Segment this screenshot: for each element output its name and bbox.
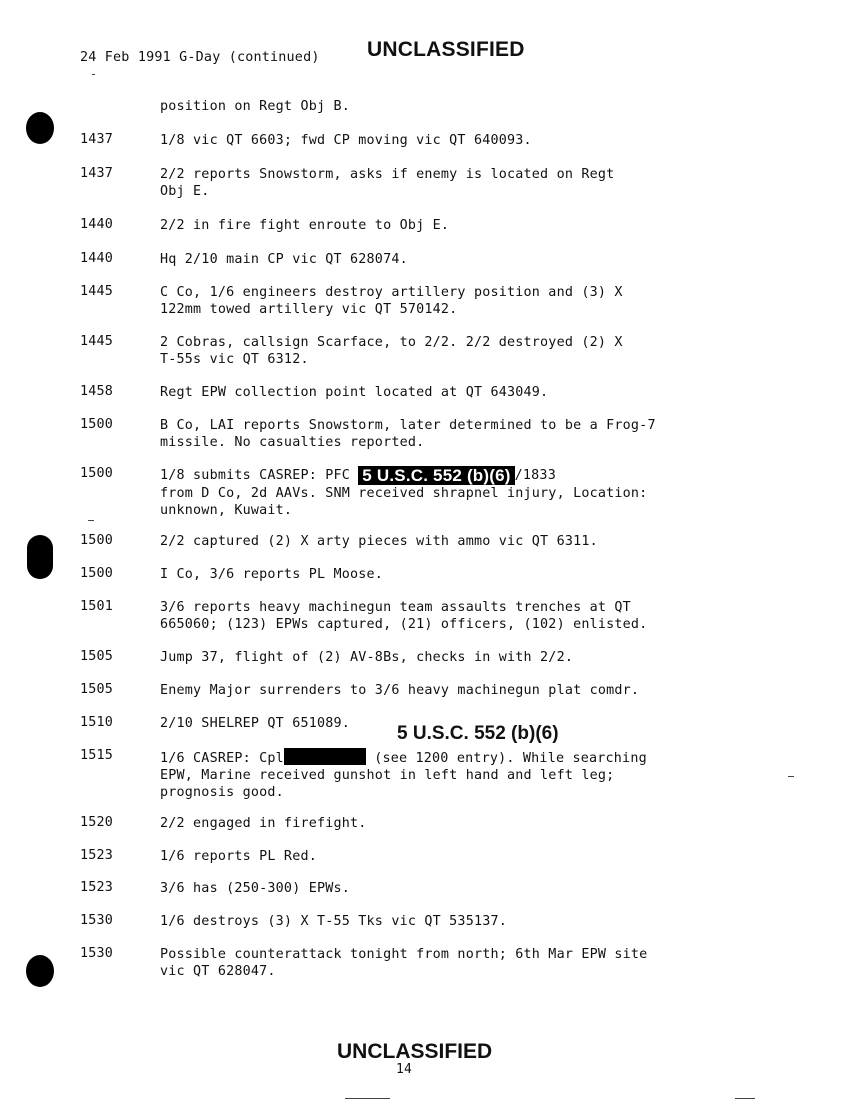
entry-text: Hq 2/10 main CP vic QT 628074. [160, 252, 408, 267]
entry-text: 3/6 has (250-300) EPWs. [160, 881, 351, 896]
entry-text: 1/6 destroys (3) X T-55 Tks vic QT 535137. [160, 914, 507, 929]
entry-text-after: /1833 from D Co, 2d AAVs. SNM received shrapnel injury, Location: unknown, Kuwait. [160, 468, 648, 518]
entry-text: Regt EPW collection point located at QT 643049. [160, 385, 549, 400]
redaction-block: 5 U.S.C. 552 (b)(6) [358, 466, 514, 485]
entry-text-before: 1/6 CASREP: Cpl [160, 751, 284, 766]
entry-text-before: 1/8 submits CASREP: PFC [160, 468, 359, 483]
entry-time: 1437 [80, 132, 114, 147]
scan-speck [788, 776, 794, 777]
scan-speck [345, 1098, 390, 1099]
entry-text: 2/2 in fire fight enroute to Obj E. [160, 218, 450, 233]
entry-text: 1/6 reports PL Red. [160, 849, 317, 864]
entry-time: 1510 [80, 715, 114, 730]
classification-marking-bottom: UNCLASSIFIED [337, 1040, 493, 1063]
entry-time: 1500 [80, 566, 114, 581]
entry-text: 2/2 captured (2) X arty pieces with ammo vic QT 6311. [160, 534, 598, 549]
entry-time: 1523 [80, 848, 114, 863]
entry-text: Possible counterattack tonight from north; 6th Mar EPW site vic QT 628047. [160, 947, 648, 979]
entry-text: 2 Cobras, callsign Scarface, to 2/2. 2/2 destroyed (2) X T-55s vic QT 6312. [160, 335, 623, 367]
entry-time: 1440 [80, 251, 114, 266]
redaction-bar [284, 748, 366, 765]
entry-text: 2/10 SHELREP QT 651089. [160, 716, 351, 731]
scan-speck [92, 74, 95, 75]
entry-text: 2/2 reports Snowstorm, asks if enemy is located on Regt Obj E. [160, 167, 615, 199]
scan-speck [88, 520, 94, 521]
entry-time: 1440 [80, 217, 114, 232]
entry-text [160, 466, 780, 519]
entry-text: I Co, 3/6 reports PL Moose. [160, 567, 384, 582]
entry-time: 1500 [80, 533, 114, 548]
entry-text [160, 748, 780, 801]
entry-text: B Co, LAI reports Snowstorm, later determined to be a Frog-7 missile. No casualties reported. [160, 418, 656, 450]
entry-text: Enemy Major surrenders to 3/6 heavy machinegun plat comdr. [160, 683, 640, 698]
entry-time: 1530 [80, 913, 114, 928]
entry-text: 3/6 reports heavy machinegun team assaults trenches at QT 665060; (123) EPWs captured, (21) officers, (102) enlisted. [160, 600, 648, 632]
entry-time: 1523 [80, 880, 114, 895]
entry-text: 1/8 vic QT 6603; fwd CP moving vic QT 640093. [160, 133, 532, 148]
punch-hole-mark [26, 112, 54, 144]
entry-time: 1445 [80, 284, 114, 299]
entry-text: C Co, 1/6 engineers destroy artillery position and (3) X 122mm towed artillery vic QT 570142. [160, 285, 623, 317]
entry-text-after: (see 1200 entry). While searching EPW, Marine received gunshot in left hand and left leg; prognosis good. [160, 751, 647, 800]
entry-time: 1501 [80, 599, 114, 614]
punch-hole-mark [26, 955, 54, 987]
scan-speck [735, 1098, 755, 1099]
entry-time: 1505 [80, 649, 114, 664]
entry-time: 1458 [80, 384, 114, 399]
entry-time: 1515 [80, 748, 114, 763]
entry-time: 1445 [80, 334, 114, 349]
entry-time: 1505 [80, 682, 114, 697]
entry-time: 1500 [80, 466, 114, 481]
running-head: 24 Feb 1991 G-Day (continued) [80, 50, 320, 65]
punch-hole-mark [27, 535, 53, 579]
page-number: 14 [396, 1062, 413, 1077]
continuation-text: position on Regt Obj B. [160, 99, 351, 114]
entry-text: Jump 37, flight of (2) AV-8Bs, checks in with 2/2. [160, 650, 574, 665]
entry-time: 1520 [80, 815, 114, 830]
redaction-exemption-label: 5 U.S.C. 552 (b)(6) [397, 723, 559, 744]
entry-time: 1530 [80, 946, 114, 961]
entry-time: 1437 [80, 166, 114, 181]
entry-time: 1500 [80, 417, 114, 432]
entry-text: 2/2 engaged in firefight. [160, 816, 367, 831]
classification-marking-top: UNCLASSIFIED [367, 38, 525, 61]
